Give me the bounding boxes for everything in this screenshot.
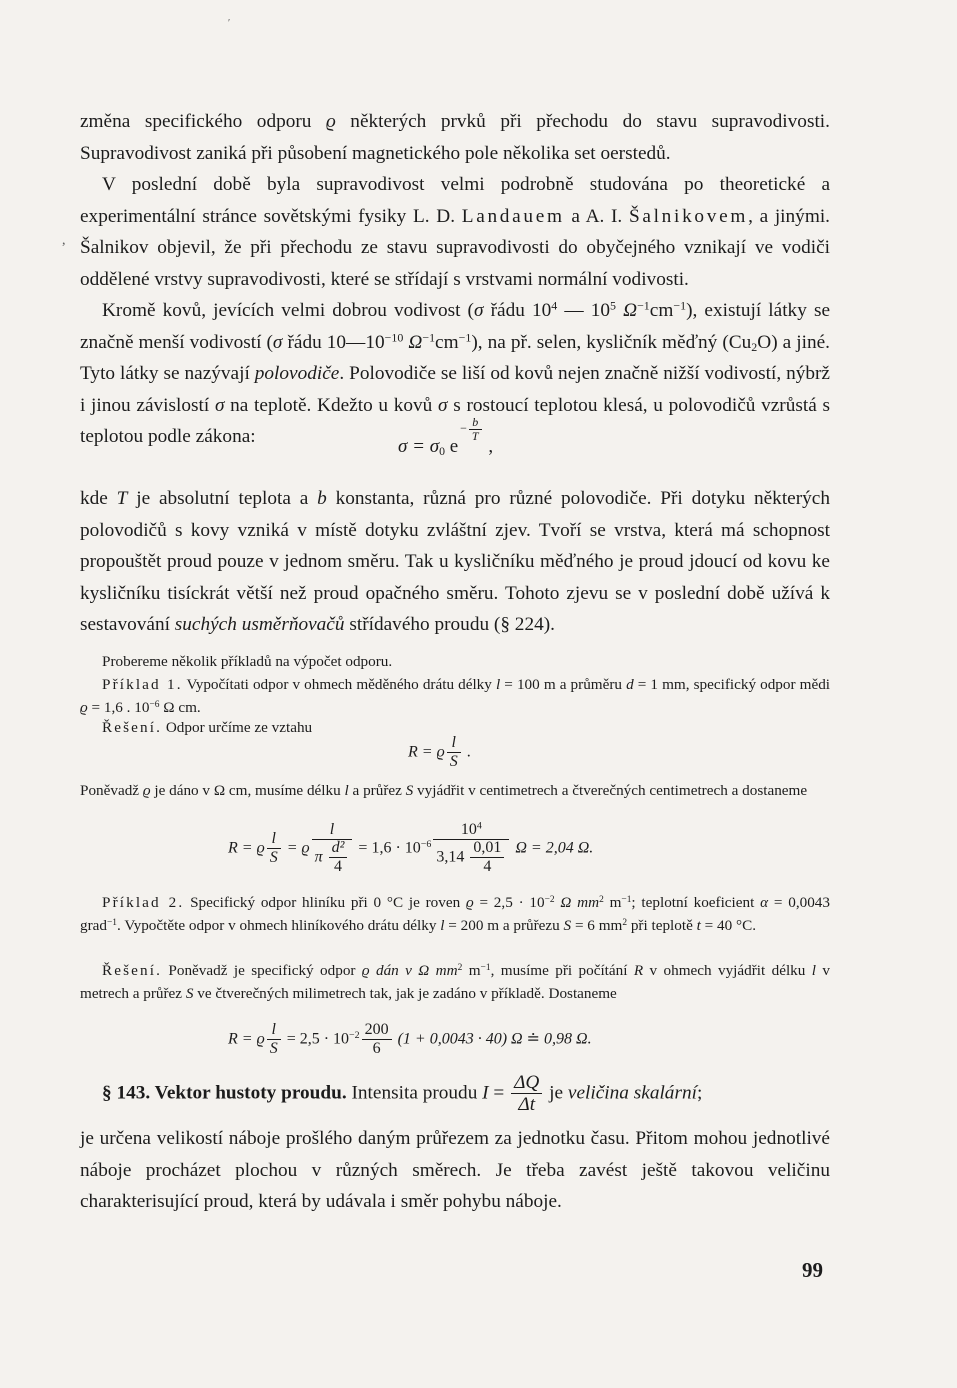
page-number: 99 [802, 1258, 823, 1282]
equation-aluminium-result: R = ϱ $\frac{l}{S}$ = $2,5 \cdot 10^{-2}$ $\frac{200}{6}$ (1 + 0,0043 · 40) Ω ≐ 0,98 Ω. [228, 1021, 592, 1057]
solution-1: Řešení. Odpor určíme ze vztahu [102, 719, 313, 736]
paragraph-current-density: je určena velikostí náboje prošlého daným průřezem za jednotku času. Přitom mohou jednotlivé náboje procházet plochou v různých směrech. Je třeba zavést ještě takovou veličinu charakterisující proud, která by udávala i směr pohybu náboje. [80, 1128, 830, 1212]
example-1: Příklad 1. Vypočítati odpor v ohmech měděného drátu délky l = 100 m a průměru d = 1 mm, specifický odpor mědi ϱ = 1,6 . $10^{-6}$ Ω cm. [80, 676, 831, 717]
paragraph-semiconductors: Kromě kovů, jevících velmi dobrou vodivost (σ řádu $10^4$ — $10^5$ $\Omega^{-1}cm^{-1}$), existují látky se značně menší vodivostí (σ řádu $10—10^{-10}$ $\Omega^{-1}cm^{-1}$), na př. selen, kysličník měďný $(Cu_2O)$ a jiné. Tyto látky se nazývají polovodiče. Polovodiče se liší od kovů nejen značně nižší vodivostí, nýbrž i jinou závislostí σ na teplotě. Kdežto u kovů σ s rostoucí teplotou klesá, u polovodičů vzrůstá s teplotou podle zákona: [80, 298, 831, 447]
equation-copper-result: R = ϱ $\frac{l}{S}$ = ϱ l π $\frac{\text{d²}}{4}$ = $1,6 \cdot 10^{-6}$ $10^4$ 3,14 $\frac{0,01}{4}$ Ω = 2,04 Ω. [228, 820, 594, 875]
example-2: Příklad 2. Specifický odpor hliníku při 0 °C je roven $ϱ = 2,5 \cdot 10^{-2}$ Ω $mm^2$ $m^{-1}$; teplotní koeficient α = 0,0043 grad$^{-1}$. Vypočtěte odpor v ohmech hliníkového drátu délky l = 200 m a průřezu S = 6 $mm^2$ při teplotě t = 40 °C. [80, 894, 830, 935]
equation-resistance: R = ϱ $\frac{l}{S}$ . [408, 734, 471, 770]
paragraph-research: V poslední době byla supravodivost velmi podrobně studována po theoretické a experimentální stránce sovětskými fysiky L. D. Landauem a A. I. Šalnikovem, a jinými. Šalnikov objevil, že při přechodu ze stavu supravodivosti do obyčejného vznikají ve vodiči oddělené vrstvy supravodivosti, které se střídají s vrstvami normální vodivosti. [80, 174, 830, 290]
equation-conductivity: $\sigma = \sigma_0$ e− $\frac{b}{T}$ , [398, 415, 494, 459]
scan-mark: ′ [228, 18, 231, 29]
section-heading: § 143. Vektor hustoty proudu. [102, 1082, 347, 1104]
paragraph-rectifiers: kde T je absolutní teplota a b konstanta, různá pro různé polovodiče. Při dotyku některých polovodičů s kovy vzniká v místě dotyku zvláštní zjev. Tvoří se vrstva, která má schopnost propouštět proud pouze v jednom směru. Tak u kysličníku měďného je proud jdoucí od kovu ke kysličníku tisíckrát větší než proud opačného směru. Tohoto zjevu se v poslední době užívá k sestavování suchých usměrňovačů střídavého proudu (§ 224). [80, 488, 830, 635]
scan-mark: , [62, 233, 66, 248]
solution-1-text: Poněvadž ϱ je dáno v Ω cm, musíme délku l a průřez S vyjádřit v centimetrech a čtverečných centimetrech a dostaneme [80, 782, 808, 799]
paragraph-superconductivity: změna specifického odporu ϱ některých prvků při přechodu do stavu supravodivosti. Supravodivost zaniká při působení magnetického pole několika set oerstedů. [80, 111, 830, 164]
section-heading-line: § 143. Vektor hustoty proudu. Intensita proudu I = $\frac{\Delta Q}{\Delta t}$ je veličina skalární; [102, 1072, 703, 1116]
solution-2: Řešení. Poněvadž je specifický odpor ϱ dán v Ω $mm^2$ $m^{-1}$, musíme při počítání R v ohmech vyjádřit délku l v metrech a průřez S ve čtverečných milimetrech tak, jak je zadáno v příkladě. Dostaneme [80, 962, 830, 1003]
examples-intro: Probereme několik příkladů na výpočet odporu. [102, 653, 393, 670]
